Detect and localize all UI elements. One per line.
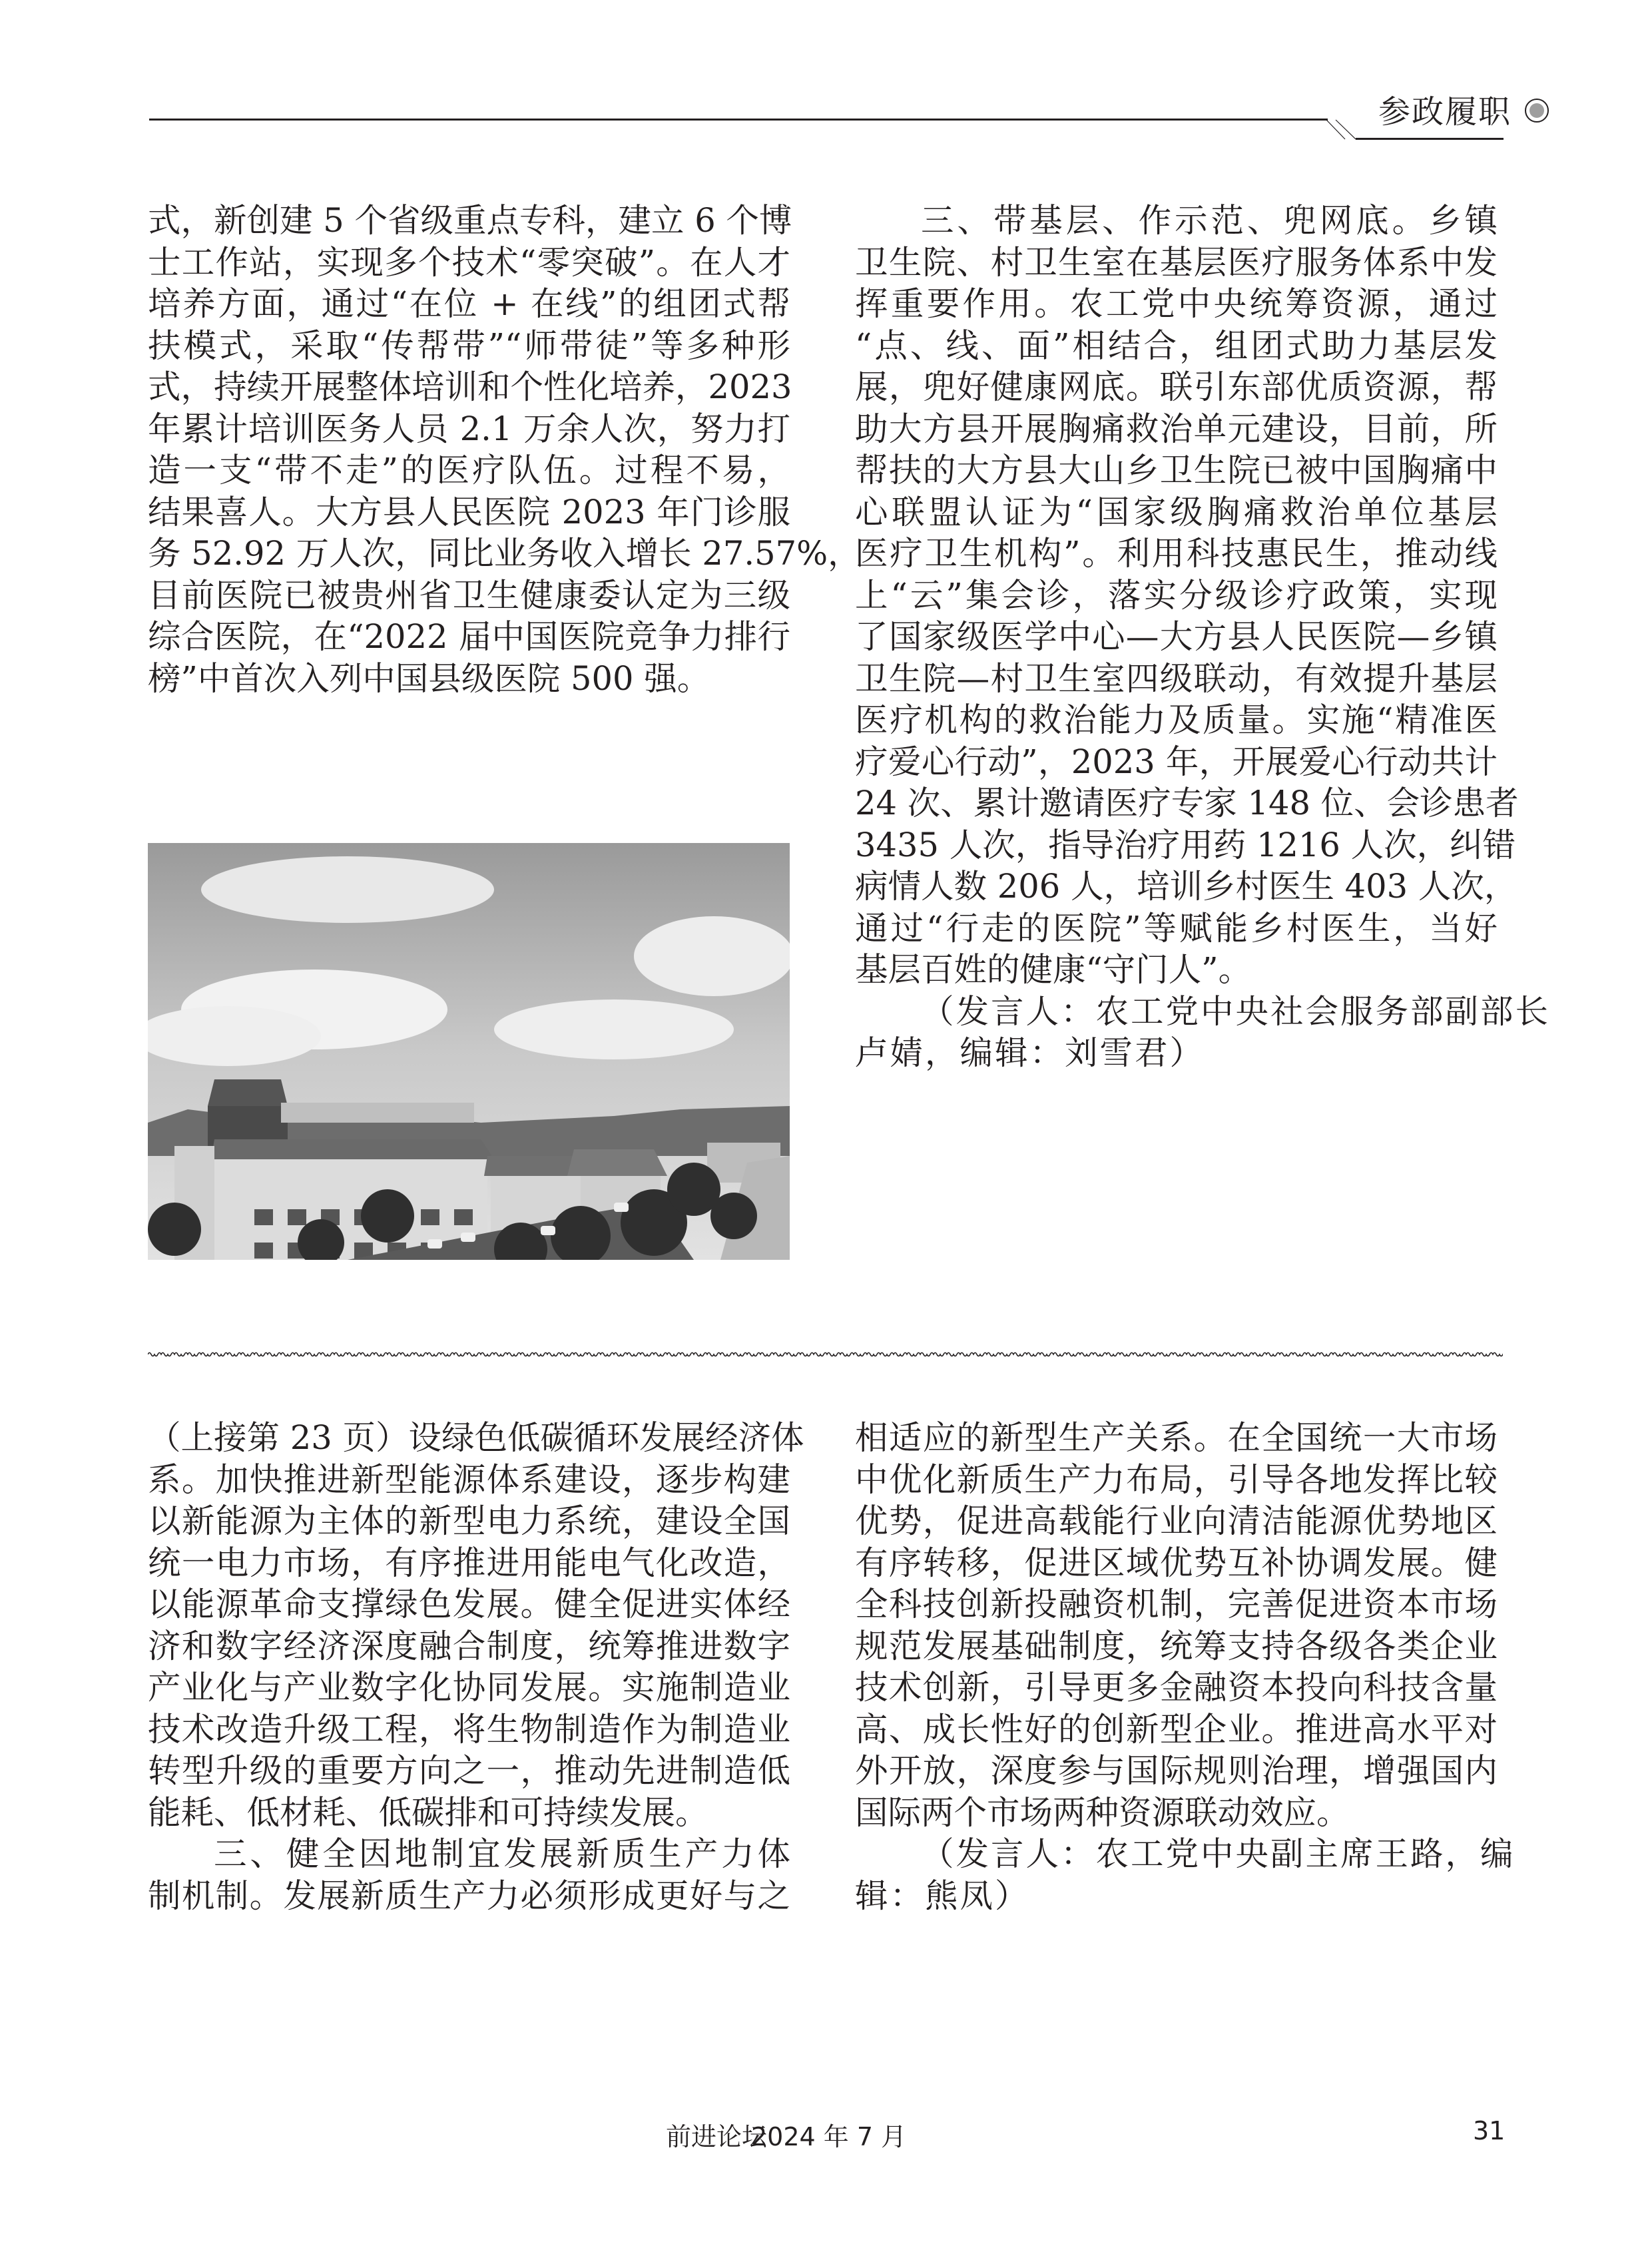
text-line: 帮扶的大方县大山乡卫生院已被中国胸痛中	[855, 451, 1498, 489]
text-line: 优势，促进高载能行业向清洁能源优势地区	[855, 1502, 1498, 1540]
credit-line: （发言人：农工党中央社会服务部副部长	[921, 991, 1550, 1031]
text-line: 上“云”集会诊，落实分级诊疗政策，实现	[855, 575, 1498, 615]
text-line: 心联盟认证为“国家级胸痛救治单位基层	[855, 492, 1498, 531]
text-line: 转型升级的重要方向之一，推动先进制造低	[148, 1751, 790, 1790]
text-line: 综合医院，在“2022 届中国医院竞争力排行	[148, 617, 790, 656]
text-line: 结果喜人。大方县人民医院 2023 年门诊服	[148, 492, 790, 531]
top-right-column	[855, 200, 1550, 1074]
bottom-right-column	[855, 1417, 1515, 1916]
text-line: 卫生院、村卫生室在基层医疗服务体系中发	[855, 242, 1498, 282]
hospital-photo	[148, 843, 790, 1260]
text-line: 规范发展基础制度，统筹支持各级各类企业	[855, 1626, 1498, 1665]
text-line: 以能源革命支撑绿色发展。健全促进实体经	[148, 1585, 790, 1623]
text-line: 三、健全因地制宜发展新质生产力体	[214, 1834, 790, 1873]
header-rule-break	[1325, 113, 1365, 146]
text-line: 三、带基层、作示范、兜网底。乡镇	[921, 201, 1498, 240]
text-line: （上接第 23 页）设绿色低碳循环发展经济体	[148, 1418, 804, 1457]
text-line: 3435 人次，指导治疗用药 1216 人次，纠错	[855, 825, 1516, 864]
text-line: “点、线、面”相结合，组团式助力基层发	[855, 326, 1498, 365]
text-line: 造一支“带不走”的医疗队伍。过程不易，	[148, 451, 790, 489]
text-line: 卫生院—村卫生室四级联动，有效提升基层	[855, 659, 1498, 698]
target-circle-icon	[1525, 99, 1549, 123]
text-line: 系。加快推进新型能源体系建设，逐步构建	[148, 1460, 790, 1499]
text-line: 疗爱心行动”，2023 年，开展爱心行动共计	[855, 742, 1498, 781]
text-line: 医疗机构的救治能力及质量。实施“精准医	[855, 701, 1498, 739]
credit-line: （发言人：农工党中央副主席王路，编	[921, 1834, 1515, 1873]
page-number: 31	[1473, 2116, 1506, 2145]
text-line: 能耗、低材耗、低碳排和可持续发展。	[148, 1793, 708, 1832]
text-line: 统一电力市场，有序推进用能电气化改造，	[148, 1543, 790, 1582]
text-line: 士工作站，实现多个技术“零突破”。在人才	[148, 242, 790, 282]
text-line: 技术创新，引导更多金融资本投向科技含量	[855, 1668, 1498, 1707]
text-line: 扶模式，采取“传帮带”“师带徒”等多种形	[148, 326, 790, 365]
text-line: 通过“行走的医院”等赋能乡村医生，当好	[855, 908, 1498, 948]
section-title: 参政履职	[1378, 93, 1512, 131]
text-line: 中优化新质生产力布局，引导各地发挥比较	[855, 1460, 1498, 1499]
text-line: 产业化与产业数字化协同发展。实施制造业	[148, 1668, 790, 1707]
text-line: 务 52.92 万人次，同比业务收入增长 27.57%，	[148, 534, 861, 573]
issue-date: 2024 年 7 月	[751, 2122, 907, 2151]
credit-line: 卢婧，编辑：刘雪君）	[855, 1033, 1205, 1072]
text-line: 济和数字经济深度融合制度，统筹推进数字	[148, 1626, 790, 1665]
text-line: 相适应的新型生产关系。在全国统一大市场	[855, 1418, 1498, 1457]
magazine-name: 前进论坛	[666, 2122, 768, 2151]
text-line: 助大方县开展胸痛救治单元建设，目前，所	[855, 409, 1498, 448]
text-line: 榜”中首次入列中国县级医院 500 强。	[148, 659, 710, 698]
text-line: 了国家级医学中心—大方县人民医院—乡镇	[855, 617, 1498, 656]
bottom-left-column	[148, 1417, 804, 1916]
top-left-column	[148, 200, 861, 699]
text-line: 式，持续开展整体培训和个性化培养，2023	[148, 368, 792, 406]
text-line: 国际两个市场两种资源联动效应。	[855, 1793, 1350, 1832]
text-line: 病情人数 206 人，培训乡村医生 403 人次，	[855, 867, 1517, 906]
text-line: 技术改造升级工程，将生物制造作为制造业	[148, 1709, 790, 1749]
text-line: 年累计培训医务人员 2.1 万余人次，努力打	[148, 409, 790, 448]
text-line: 基层百姓的健康“守门人”。	[855, 950, 1252, 989]
text-line: 制机制。发展新质生产力必须形成更好与之	[148, 1876, 790, 1915]
wavy-divider	[148, 1348, 1503, 1361]
header-rule-right	[1356, 138, 1504, 140]
text-line: 外开放，深度参与国际规则治理，增强国内	[855, 1751, 1498, 1790]
text-line: 有序转移，促进区域优势互补协调发展。健	[855, 1543, 1498, 1582]
header-rule-left	[149, 119, 1328, 121]
hospital-photo-illustration	[148, 843, 790, 1260]
text-line: 目前医院已被贵州省卫生健康委认定为三级	[148, 575, 790, 615]
text-line: 全科技创新投融资机制，完善促进资本市场	[855, 1585, 1498, 1623]
text-line: 挥重要作用。农工党中央统筹资源，通过	[855, 284, 1498, 323]
text-line: 式，新创建 5 个省级重点专科，建立 6 个博	[148, 201, 792, 240]
text-line: 展，兜好健康网底。联引东部优质资源，帮	[855, 368, 1498, 406]
text-line: 24 次、累计邀请医疗专家 148 位、会诊患者	[855, 784, 1519, 822]
text-line: 医疗卫生机构”。利用科技惠民生，推动线	[855, 534, 1498, 573]
text-line: 以新能源为主体的新型电力系统，建设全国	[148, 1502, 790, 1540]
credit-line: 辑：熊凤）	[855, 1876, 1030, 1915]
text-line: 高、成长性好的创新型企业。推进高水平对	[855, 1709, 1498, 1749]
text-line: 培养方面，通过“在位 + 在线”的组团式帮	[148, 284, 790, 323]
